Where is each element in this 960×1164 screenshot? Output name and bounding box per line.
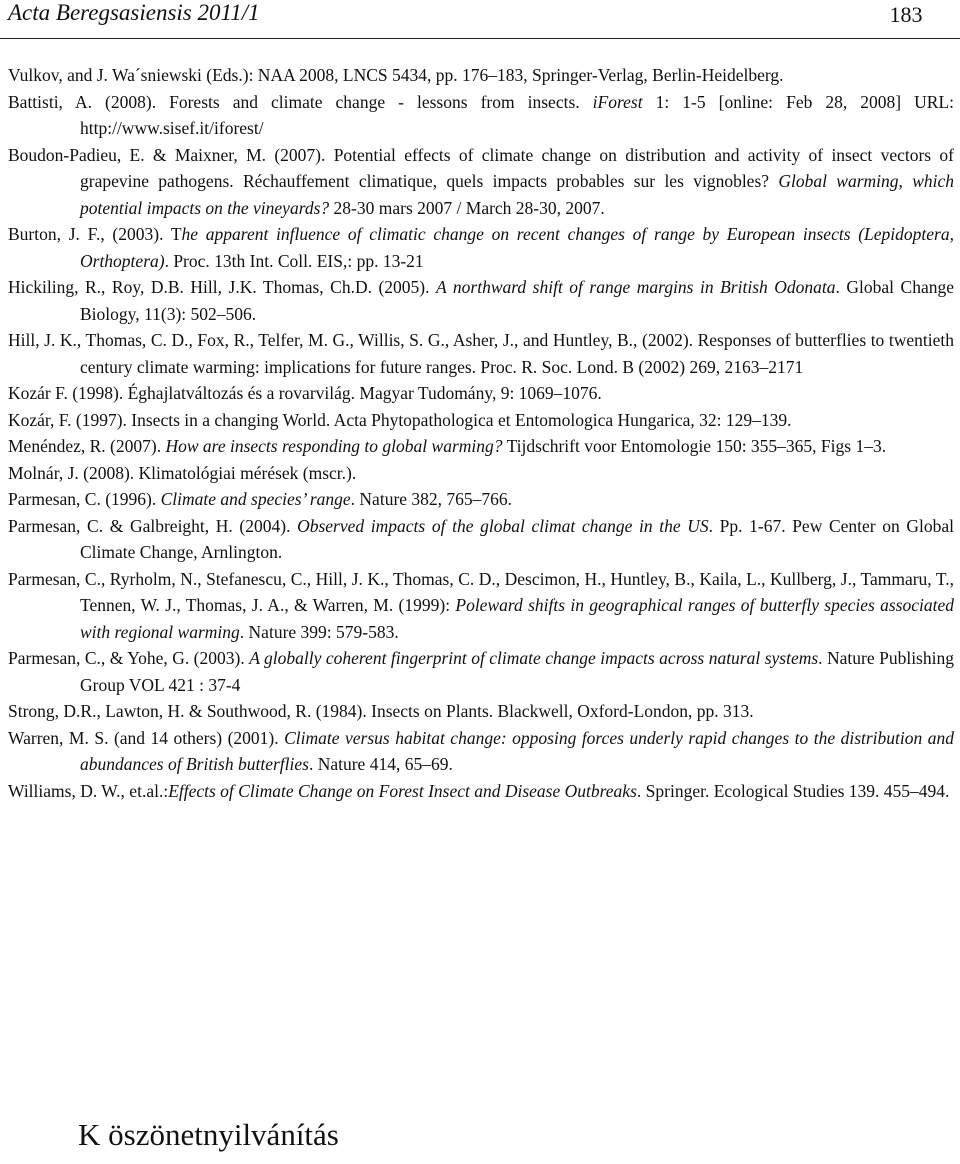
header-rule: [0, 38, 960, 39]
reference-text: . Pp. 1-67. Pew Center on Global Climate Change, Arnlington.: [80, 515, 954, 562]
reference-italic-text: iForest: [592, 91, 643, 112]
reference-entry: [8, 221, 954, 274]
reference-entry: [8, 62, 954, 89]
reference-text: . Springer. Ecological Studies 139. 455–494.: [636, 780, 950, 801]
reference-text: Hill, J. K., Thomas, C. D., Fox, R., Telfer, M. G., Willis, S. G., Asher, J., and Huntley, B., (2002). Responses of butterflies to twentieth century climate warming: implications for future ranges. Proc. R. Soc. Lond. B (2002) 269, 2163–2171: [8, 330, 954, 377]
reference-entry: [8, 566, 954, 646]
reference-text: Molnár, J. (2008). Klimatológiai mérések (mscr.).: [8, 462, 357, 483]
reference-entry: [8, 327, 954, 380]
reference-italic-text: A northward shift of range margins in British Odonata: [436, 277, 836, 297]
reference-entry: [8, 460, 954, 487]
reference-text: Warren, M. S. (and 14 others) (2001).: [8, 727, 285, 748]
reference-entry: [8, 698, 954, 725]
reference-text: Tijdschrift voor Entomologie 150: 355–365, Figs 1–3.: [502, 436, 887, 456]
reference-text: Parmesan, C. (1996).: [8, 489, 161, 509]
reference-italic-text: Climate and species’ range: [160, 489, 351, 509]
reference-text: Hickiling, R., Roy, D.B. Hill, J.K. Thomas, Ch.D. (2005).: [8, 277, 437, 297]
reference-italic-text: Global warming, which potential impacts on the vineyards?: [80, 171, 954, 218]
reference-text: Kozár, F. (1997). Insects in a changing World. Acta Phytopathologica et Entomologica Hungarica, 32: 129–139.: [8, 409, 792, 430]
reference-text: . Proc. 13th Int. Coll. EIS,: pp. 13-21: [164, 250, 424, 271]
reference-text: 28-30 mars 2007 / March 28-30, 2007.: [329, 197, 605, 218]
reference-italic-text: Climate versus habitat change: opposing forces underly rapid changes to the distribution and abundances of British butterflies: [80, 727, 955, 774]
reference-entry: [8, 778, 954, 805]
reference-text: . Global Change Biology, 11(3): 502–506.: [80, 277, 954, 324]
reference-text: Strong, D.R., Lawton, H. & Southwood, R. (1984). Insects on Plants. Blackwell, Oxford-London, pp. 313.: [8, 701, 754, 721]
reference-text: . Nature 382, 765–766.: [350, 489, 513, 509]
reference-text: Burton, J. F., (2003). T: [8, 224, 182, 244]
reference-italic-text: Effects of Climate Change on Forest Insect and Disease Outbreaks: [168, 780, 637, 801]
reference-text: Williams, D. W., et.al.:: [8, 780, 169, 801]
page-header: [0, 0, 960, 40]
reference-text: Parmesan, C., & Yohe, G. (2003).: [8, 648, 250, 668]
reference-text: Parmesan, C. & Galbreight, H. (2004).: [8, 515, 298, 536]
reference-text: . Nature Publishing Group VOL 421 : 37-4: [80, 648, 954, 695]
reference-text: Battisti, A. (2008). Forests and climate change - lessons from insects.: [8, 91, 593, 112]
reference-text: Kozár F. (1998). Éghajlatváltozás és a rovarvilág. Magyar Tudomány, 9: 1069–1076.: [8, 383, 602, 403]
reference-italic-text: Poleward shifts in geographical ranges of butterfly species associated with regional warming: [80, 595, 955, 642]
reference-entry: [8, 725, 954, 778]
reference-entry: [8, 274, 954, 327]
reference-text: Menéndez, R. (2007).: [8, 436, 166, 456]
reference-italic-text: A globally coherent fingerprint of climate change impacts across natural systems: [249, 648, 819, 668]
reference-entry: [8, 407, 954, 434]
reference-list: [0, 62, 960, 804]
reference-text: . Nature 399: 579-583.: [239, 621, 399, 642]
reference-entry: [8, 513, 954, 566]
reference-text: 1: 1-5 [online: Feb 28, 2008] URL: http://www.sisef.it/iforest/: [80, 91, 954, 138]
reference-text: Vulkov, and J. Wa´sniewski (Eds.): NAA 2008, LNCS 5434, pp. 176–183, Springer-Verlag, Berlin-Heidelberg.: [8, 65, 784, 85]
reference-italic-text: he apparent influence of climatic change on recent changes of range by European insects (Lepidoptera, Orthoptera): [80, 224, 954, 271]
reference-italic-text: Observed impacts of the global climat change in the US: [297, 515, 709, 536]
section-heading: K öszönetnyilvánítás: [78, 1117, 339, 1152]
page-number: 183: [889, 2, 923, 27]
reference-entry: [8, 89, 954, 142]
reference-text: Boudon-Padieu, E. & Maixner, M. (2007). Potential effects of climate change on distribution and activity of insect vectors of grapevine pathogens. Réchauffement climatique, quels impacts probables sur les vignobles?: [8, 144, 954, 191]
reference-italic-text: How are insects responding to global warming?: [165, 436, 503, 456]
reference-entry: [8, 645, 954, 698]
journal-title: Acta Beregsasiensis 2011/1: [8, 0, 260, 25]
reference-text: . Nature 414, 65–69.: [308, 754, 453, 774]
reference-entry: [8, 433, 954, 460]
reference-entry: [8, 380, 954, 407]
reference-text: Parmesan, C., Ryrholm, N., Stefanescu, C., Hill, J. K., Thomas, C. D., Descimon, H., Huntley, B., Kaila, L., Kullberg, J., Tammaru, T., Tennen, W. J., Thomas, J. A., & Warren, M. (1999):: [8, 568, 954, 615]
reference-entry: [8, 142, 954, 222]
reference-entry: [8, 486, 954, 513]
